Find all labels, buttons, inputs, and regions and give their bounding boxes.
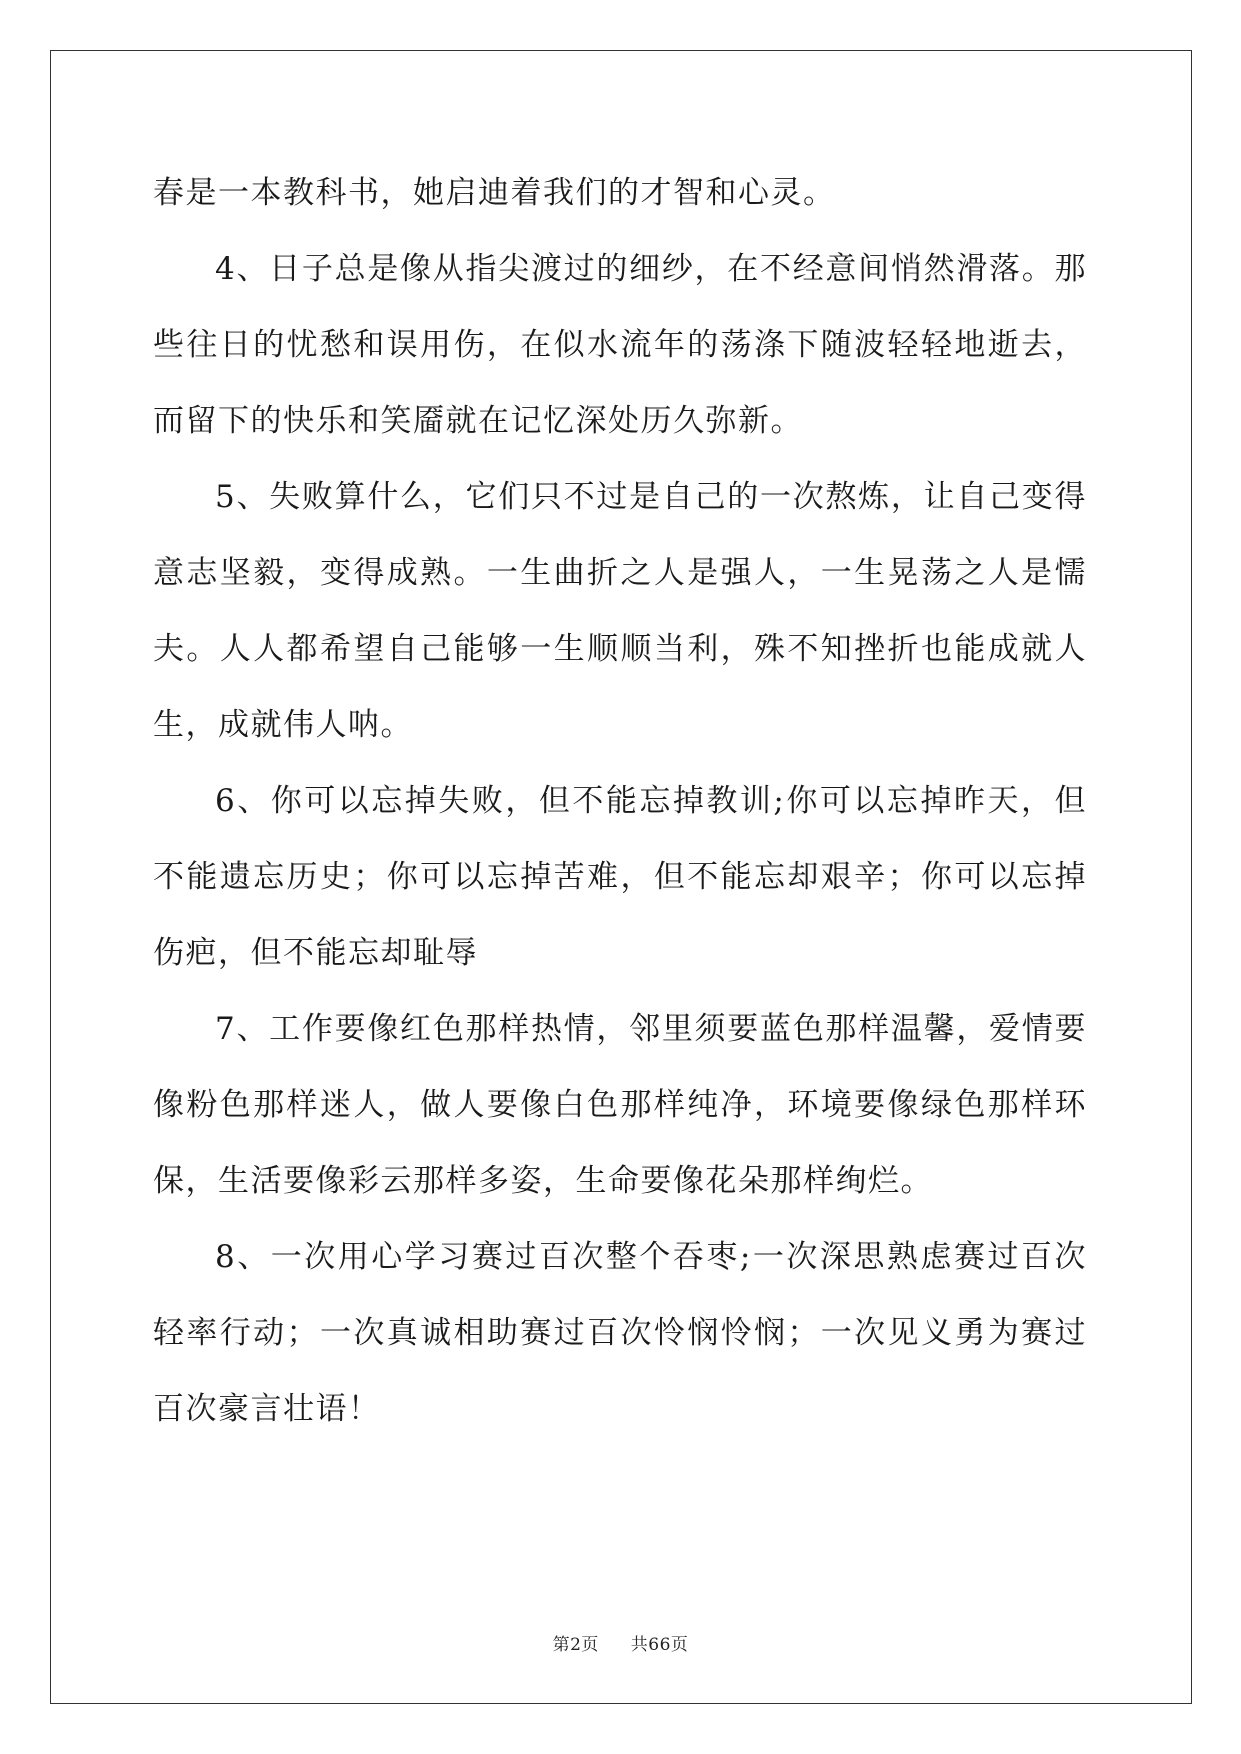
- paragraph-item-4: 4、日子总是像从指尖渡过的细纱，在不经意间悄然滑落。那些往日的忧愁和误用伤，在似水流年的荡涤下随波轻轻地逝去，而留下的快乐和笑靥就在记忆深处历久弥新。: [153, 251, 1087, 439]
- document-body: [153, 155, 1087, 1447]
- paragraph-item-8: 8、一次用心学习赛过百次整个吞枣;一次深思熟虑赛过百次轻率行动；一次真诚相助赛过百次怜悯怜悯；一次见义勇为赛过百次豪言壮语！: [153, 1239, 1087, 1427]
- page-number: 第2页: [552, 1635, 599, 1655]
- paragraph-continuation: 春是一本教科书，她启迪着我们的才智和心灵。: [153, 175, 836, 211]
- page-total: 共66页: [630, 1635, 689, 1655]
- paragraph-item-6: 6、你可以忘掉失败，但不能忘掉教训;你可以忘掉昨天，但不能遗忘历史；你可以忘掉苦难，但不能忘却艰辛；你可以忘掉伤疤，但不能忘却耻辱: [153, 783, 1087, 971]
- page-footer: [0, 1630, 1241, 1655]
- paragraph-item-5: 5、失败算什么，它们只不过是自己的一次熬炼，让自己变得意志坚毅，变得成熟。一生曲折之人是强人，一生晃荡之人是懦夫。人人都希望自己能够一生顺顺当利，殊不知挫折也能成就人生，成就伟人呐。: [153, 479, 1087, 743]
- paragraph-item-7: 7、工作要像红色那样热情，邻里须要蓝色那样温馨，爱情要像粉色那样迷人，做人要像白色那样纯净，环境要像绿色那样环保，生活要像彩云那样多姿，生命要像花朵那样绚烂。: [153, 1011, 1087, 1199]
